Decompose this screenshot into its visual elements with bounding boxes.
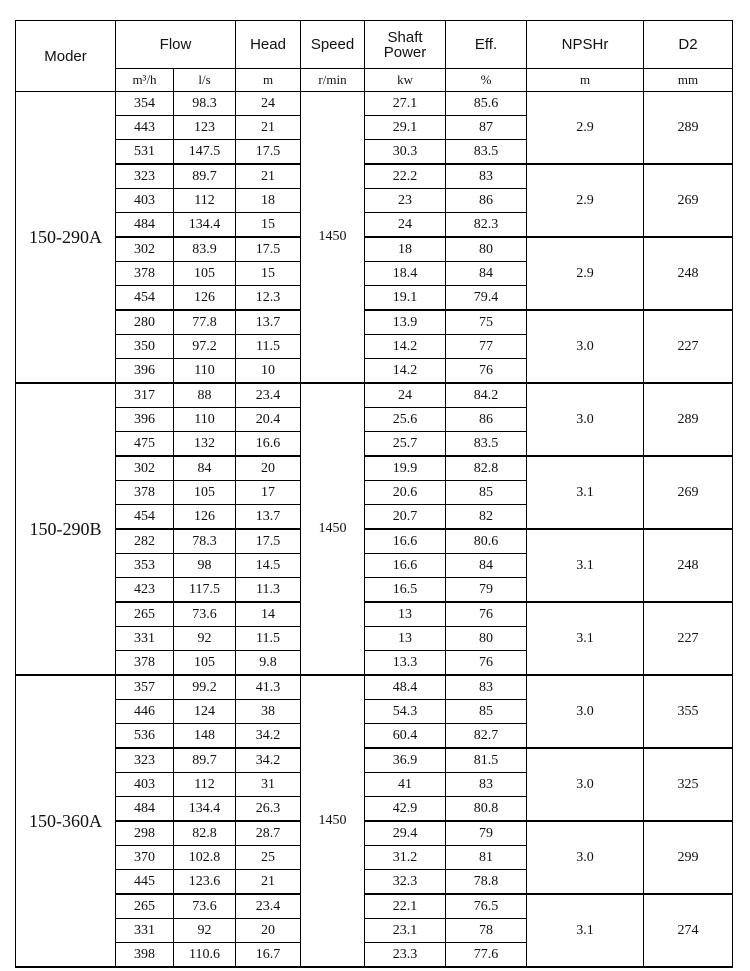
header-eff: Eff. [446,21,527,69]
flow-m3h-cell: 396 [116,408,174,432]
flow-m3h-cell: 331 [116,627,174,651]
header-d2: D2 [644,21,733,69]
d2-value: 248 [644,237,733,310]
speed-value: 1450 [301,675,365,967]
flow-m3h-cell: 350 [116,335,174,359]
flow-m3h-cell: 282 [116,529,174,554]
flow-m3h-cell: 446 [116,700,174,724]
head-value-cell: 13.7 [236,505,301,530]
table-row [16,675,733,700]
units-row [16,69,733,92]
flow-m3h-cell: 298 [116,821,174,846]
speed-value: 1450 [301,92,365,384]
head-value-cell: 14 [236,602,301,627]
flow-ls-cell: 102.8 [174,846,236,870]
head-value-cell: 11.5 [236,627,301,651]
eff-value-cell: 75 [446,310,527,335]
eff-value-cell: 81 [446,846,527,870]
d2-value: 299 [644,821,733,894]
shaft-power-cell: 13.9 [365,310,446,335]
header-npshr: NPSHr [527,21,644,69]
head-value-cell: 24 [236,92,301,116]
eff-value-cell: 87 [446,116,527,140]
model-name: 150-360A [16,675,116,967]
head-value-cell: 31 [236,773,301,797]
flow-ls-cell: 73.6 [174,894,236,919]
shaft-power-cell: 18.4 [365,262,446,286]
eff-value-cell: 86 [446,408,527,432]
shaft-power-cell: 60.4 [365,724,446,749]
shaft-power-cell: 22.2 [365,164,446,189]
flow-m3h-cell: 370 [116,846,174,870]
shaft-power-cell: 14.2 [365,335,446,359]
flow-ls-cell: 92 [174,627,236,651]
eff-value-cell: 84 [446,554,527,578]
table-row [16,748,733,773]
model-name: 150-290A [16,92,116,384]
shaft-power-cell: 20.7 [365,505,446,530]
flow-ls-cell: 89.7 [174,748,236,773]
head-value-cell: 17.5 [236,529,301,554]
table-row [16,164,733,189]
head-value-cell: 10 [236,359,301,384]
eff-value-cell: 76 [446,602,527,627]
flow-ls-cell: 147.5 [174,140,236,165]
shaft-power-cell: 30.3 [365,140,446,165]
flow-ls-cell: 126 [174,286,236,311]
flow-m3h-cell: 323 [116,164,174,189]
shaft-power-cell: 19.1 [365,286,446,311]
unit-eff: % [446,69,527,92]
header-head: Head [236,21,301,69]
flow-m3h-cell: 302 [116,237,174,262]
eff-value-cell: 79 [446,578,527,603]
eff-value-cell: 78 [446,919,527,943]
d2-value: 248 [644,529,733,602]
flow-m3h-cell: 302 [116,456,174,481]
head-value-cell: 21 [236,164,301,189]
flow-m3h-cell: 423 [116,578,174,603]
flow-m3h-cell: 396 [116,359,174,384]
head-value-cell: 11.5 [236,335,301,359]
unit-d2: mm [644,69,733,92]
d2-value: 227 [644,310,733,383]
speed-value: 1450 [301,383,365,675]
eff-value-cell: 81.5 [446,748,527,773]
table-row [16,821,733,846]
d2-value: 289 [644,92,733,165]
shaft-power-cell: 19.9 [365,456,446,481]
table-body [16,92,733,968]
head-value-cell: 16.7 [236,943,301,968]
flow-m3h-cell: 443 [116,116,174,140]
shaft-power-cell: 23.3 [365,943,446,968]
flow-m3h-cell: 398 [116,943,174,968]
eff-value-cell: 86 [446,189,527,213]
header-flow: Flow [116,21,236,69]
d2-value: 227 [644,602,733,675]
head-value-cell: 41.3 [236,675,301,700]
shaft-power-cell: 25.6 [365,408,446,432]
eff-value-cell: 80 [446,627,527,651]
flow-ls-cell: 110 [174,408,236,432]
shaft-power-cell: 13 [365,602,446,627]
shaft-power-cell: 20.6 [365,481,446,505]
shaft-power-cell: 29.1 [365,116,446,140]
npshr-value: 3.0 [527,675,644,748]
flow-m3h-cell: 378 [116,262,174,286]
head-value-cell: 21 [236,870,301,895]
flow-ls-cell: 99.2 [174,675,236,700]
flow-m3h-cell: 323 [116,748,174,773]
flow-m3h-cell: 378 [116,481,174,505]
header-model: Moder [16,21,116,92]
head-value-cell: 20 [236,919,301,943]
shaft-power-cell: 13.3 [365,651,446,676]
table-row [16,383,733,408]
npshr-value: 3.1 [527,529,644,602]
shaft-power-cell: 13 [365,627,446,651]
eff-value-cell: 83.5 [446,140,527,165]
flow-m3h-cell: 378 [116,651,174,676]
flow-m3h-cell: 403 [116,189,174,213]
flow-m3h-cell: 357 [116,675,174,700]
flow-ls-cell: 89.7 [174,164,236,189]
flow-m3h-cell: 403 [116,773,174,797]
flow-ls-cell: 123.6 [174,870,236,895]
eff-value-cell: 80.8 [446,797,527,822]
d2-value: 274 [644,894,733,967]
shaft-power-cell: 48.4 [365,675,446,700]
flow-ls-cell: 132 [174,432,236,457]
eff-value-cell: 82.3 [446,213,527,238]
header-speed: Speed [301,21,365,69]
flow-ls-cell: 123 [174,116,236,140]
flow-ls-cell: 88 [174,383,236,408]
eff-value-cell: 80 [446,237,527,262]
shaft-power-cell: 16.5 [365,578,446,603]
eff-value-cell: 79 [446,821,527,846]
flow-m3h-cell: 484 [116,213,174,238]
head-value-cell: 20 [236,456,301,481]
npshr-value: 3.1 [527,456,644,529]
head-value-cell: 21 [236,116,301,140]
npshr-value: 2.9 [527,92,644,165]
unit-speed: r/min [301,69,365,92]
unit-flow-ls: l/s [174,69,236,92]
table-row [16,92,733,116]
shaft-power-cell: 36.9 [365,748,446,773]
head-value-cell: 14.5 [236,554,301,578]
shaft-power-cell: 24 [365,213,446,238]
flow-ls-cell: 73.6 [174,602,236,627]
flow-m3h-cell: 317 [116,383,174,408]
table-row [16,894,733,919]
flow-m3h-cell: 536 [116,724,174,749]
shaft-power-cell: 16.6 [365,554,446,578]
head-value-cell: 15 [236,213,301,238]
eff-value-cell: 76 [446,359,527,384]
table-row [16,602,733,627]
npshr-value: 2.9 [527,237,644,310]
flow-ls-cell: 98 [174,554,236,578]
flow-ls-cell: 97.2 [174,335,236,359]
eff-value-cell: 85 [446,700,527,724]
flow-ls-cell: 134.4 [174,797,236,822]
eff-value-cell: 80.6 [446,529,527,554]
eff-value-cell: 83.5 [446,432,527,457]
eff-value-cell: 85 [446,481,527,505]
flow-ls-cell: 126 [174,505,236,530]
npshr-value: 2.9 [527,164,644,237]
eff-value-cell: 84 [446,262,527,286]
flow-m3h-cell: 353 [116,554,174,578]
shaft-power-cell: 27.1 [365,92,446,116]
shaft-power-cell: 22.1 [365,894,446,919]
head-value-cell: 15 [236,262,301,286]
flow-m3h-cell: 454 [116,286,174,311]
flow-ls-cell: 83.9 [174,237,236,262]
flow-ls-cell: 117.5 [174,578,236,603]
head-value-cell: 13.7 [236,310,301,335]
eff-value-cell: 83 [446,675,527,700]
eff-value-cell: 83 [446,164,527,189]
table-row [16,529,733,554]
eff-value-cell: 84.2 [446,383,527,408]
eff-value-cell: 83 [446,773,527,797]
head-value-cell: 17.5 [236,237,301,262]
shaft-power-cell: 16.6 [365,529,446,554]
shaft-power-cell: 25.7 [365,432,446,457]
flow-ls-cell: 112 [174,773,236,797]
flow-m3h-cell: 265 [116,602,174,627]
flow-ls-cell: 134.4 [174,213,236,238]
shaft-power-cell: 23 [365,189,446,213]
flow-m3h-cell: 475 [116,432,174,457]
flow-m3h-cell: 454 [116,505,174,530]
npshr-value: 3.0 [527,310,644,383]
flow-m3h-cell: 354 [116,92,174,116]
flow-ls-cell: 148 [174,724,236,749]
npshr-value: 3.1 [527,894,644,967]
npshr-value: 3.0 [527,821,644,894]
eff-value-cell: 76 [446,651,527,676]
flow-m3h-cell: 531 [116,140,174,165]
header-row [16,21,733,69]
flow-m3h-cell: 280 [116,310,174,335]
head-value-cell: 18 [236,189,301,213]
flow-ls-cell: 98.3 [174,92,236,116]
npshr-value: 3.0 [527,383,644,456]
head-value-cell: 26.3 [236,797,301,822]
flow-ls-cell: 82.8 [174,821,236,846]
shaft-power-cell: 29.4 [365,821,446,846]
head-value-cell: 12.3 [236,286,301,311]
flow-ls-cell: 84 [174,456,236,481]
flow-ls-cell: 77.8 [174,310,236,335]
flow-m3h-cell: 484 [116,797,174,822]
d2-value: 325 [644,748,733,821]
shaft-power-cell: 18 [365,237,446,262]
shaft-power-cell: 14.2 [365,359,446,384]
flow-ls-cell: 105 [174,262,236,286]
shaft-power-cell: 23.1 [365,919,446,943]
shaft-power-cell: 41 [365,773,446,797]
head-value-cell: 17 [236,481,301,505]
table-row [16,456,733,481]
unit-npshr: m [527,69,644,92]
header-shaft-power: Shaft Power [365,21,446,69]
eff-value-cell: 76.5 [446,894,527,919]
shaft-power-cell: 24 [365,383,446,408]
flow-m3h-cell: 331 [116,919,174,943]
eff-value-cell: 82.7 [446,724,527,749]
eff-value-cell: 79.4 [446,286,527,311]
head-value-cell: 28.7 [236,821,301,846]
unit-flow-m3h: m³/h [116,69,174,92]
d2-value: 289 [644,383,733,456]
eff-value-cell: 85.6 [446,92,527,116]
npshr-value: 3.0 [527,748,644,821]
flow-ls-cell: 78.3 [174,529,236,554]
unit-head: m [236,69,301,92]
head-value-cell: 23.4 [236,894,301,919]
d2-value: 355 [644,675,733,748]
head-value-cell: 34.2 [236,724,301,749]
npshr-value: 3.1 [527,602,644,675]
eff-value-cell: 77 [446,335,527,359]
d2-value: 269 [644,456,733,529]
eff-value-cell: 82.8 [446,456,527,481]
shaft-power-cell: 42.9 [365,797,446,822]
flow-m3h-cell: 445 [116,870,174,895]
flow-ls-cell: 124 [174,700,236,724]
head-value-cell: 25 [236,846,301,870]
flow-ls-cell: 105 [174,481,236,505]
model-name: 150-290B [16,383,116,675]
eff-value-cell: 77.6 [446,943,527,968]
unit-shaft-power: kw [365,69,446,92]
head-value-cell: 11.3 [236,578,301,603]
flow-m3h-cell: 265 [116,894,174,919]
shaft-power-cell: 32.3 [365,870,446,895]
head-value-cell: 9.8 [236,651,301,676]
pump-performance-table [15,20,733,968]
head-value-cell: 34.2 [236,748,301,773]
head-value-cell: 16.6 [236,432,301,457]
shaft-power-cell: 54.3 [365,700,446,724]
d2-value: 269 [644,164,733,237]
head-value-cell: 17.5 [236,140,301,165]
head-value-cell: 20.4 [236,408,301,432]
shaft-power-cell: 31.2 [365,846,446,870]
flow-ls-cell: 92 [174,919,236,943]
head-value-cell: 23.4 [236,383,301,408]
flow-ls-cell: 110.6 [174,943,236,968]
flow-ls-cell: 110 [174,359,236,384]
table-row [16,237,733,262]
eff-value-cell: 78.8 [446,870,527,895]
head-value-cell: 38 [236,700,301,724]
table-row [16,310,733,335]
flow-ls-cell: 112 [174,189,236,213]
flow-ls-cell: 105 [174,651,236,676]
eff-value-cell: 82 [446,505,527,530]
